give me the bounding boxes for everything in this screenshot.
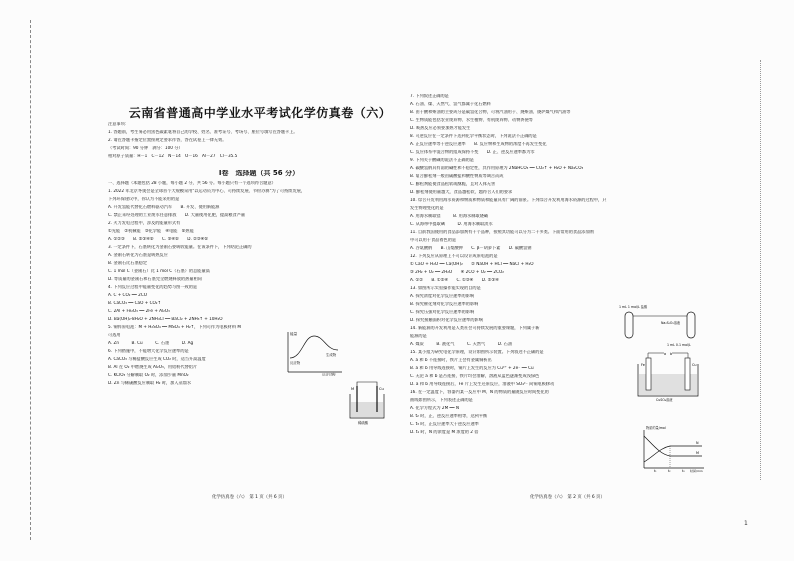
right-line: D. 膨松剂使用量越大，食品越松软，越符合人们的要求 — [410, 190, 513, 194]
binding-line — [30, 20, 31, 540]
mn-t1: t₁ — [654, 469, 657, 473]
left-line: 4. 下列反应过程中能量变化的趋势与图一致的是 — [108, 285, 198, 289]
exam-title: 云南省普通高中学业水平考试化学仿真卷（六） — [128, 106, 392, 120]
right-line: 12. 下列反应从原理上不可以设计成原电池的是 — [410, 254, 498, 258]
energy-x-label: 反应过程 — [322, 373, 336, 376]
left-line: 5. 铜锌原电池：M + H₂SO₄ ══ MSO₄ + H₂↑，下列可作为电极材料 M — [108, 325, 241, 329]
right-line: A. 化学方程式为 2M ══ N — [410, 406, 460, 410]
left-line: 可选用 — [108, 333, 121, 337]
right-line: 曲线如图所示，下列表述正确的是 — [410, 398, 473, 402]
right-line: C. t₃ 时，正反应速率大于逆反应速率 — [410, 422, 479, 426]
left-line: A. C + CO₂ ══ 2CO — [108, 293, 148, 297]
right-line: 10. 综合开发利用海水资源和物质和物质和能量具有广阔的前景。下列综合开发利用海水资源的过程中，只 — [410, 198, 607, 202]
right-line: A. 谷氨酸钠 B. 山梨酸钾 C. β－胡萝卜素 D. 碳酸氢钠 — [410, 246, 532, 250]
mn-t3: t₃ — [682, 469, 685, 473]
energy-y-label: 能量 — [290, 332, 298, 336]
left-line: D. 等质量的金刚石和石墨完全燃烧释放的热量相同 — [108, 277, 202, 281]
right-line: C. 从海带中提取碘 D. 用海水制取淡水 — [410, 222, 493, 226]
right-line: B. 由于酸和柴油的主要成分是碳氢化合物，可将汽油用于、烧柴油、烧炉煤气和汽油等 — [410, 110, 571, 114]
right-line: 8. 可逆反应在一定条件下达到化学平衡状态时，下列说法不正确的是 — [410, 134, 537, 138]
right-line: D. 探究接触面积对化学反应速率的影响 — [410, 318, 483, 322]
left-line: 1. 答题前，考生务必用黑色碳素笔将自己的学校、姓名、准考证号、考场号、座位号填写在答题卡上。 — [108, 130, 298, 134]
mn-n-label: N — [696, 441, 699, 445]
left-line: 下列环保建议中，你认为不能采用的是 — [108, 197, 180, 201]
energy-reactant-label: 反应物 — [290, 361, 301, 365]
left-line: A. Zn B. Cu C. 石墨 D. Ag — [108, 341, 194, 345]
right-line: C. 无论 a 和 b 是否连接，铁片均会溶解，溶液从蓝色逐渐变成浅绿色 — [410, 374, 540, 378]
left-line: 2. 请在答题卡指定位置按规定要求作答，答在试卷上一律无效。 — [108, 138, 227, 142]
left-line: 1. 2022 年北京冬奥会是全球首个大规模采用"以运动员为中心、可持续发展、节俭办赛"为了可持续发展， — [108, 189, 306, 193]
left-line: 一、选择题（本题包括 28 小题，每小题 2 分，共 56 分。每小题只有一个选项符合题意） — [108, 181, 276, 185]
right-line: B. 探究催化剂对化学反应速率的影响 — [410, 302, 479, 306]
left-line: D. Zn 与稀硫酸反应制取 H₂ 时，加入蒸馏水 — [108, 381, 192, 385]
right-line: A. 用海水制取镁 B. 用海水制取烧碱 — [410, 214, 488, 218]
right-line: A. ①② B. ①②④ C. ①③④ D. ②③④ — [410, 278, 499, 282]
cell-diagram — [342, 380, 392, 426]
left-line: 注意事项： — [108, 122, 129, 126]
left-line: D. Ba(OH)₂·8H₂O + 2NH₄Cl ══ BaCl₂ + 2NH₃↑ + 10H₂O — [108, 317, 223, 321]
electro-a-label: a — [664, 352, 667, 356]
right-line: A. 碳酸氢钠具有弱的碱性和不稳定性，其作用原理为 2NaHCO₃ ══ CO₂↑ + H₂O + Na₂CO₃ — [410, 166, 584, 170]
left-line: （考试时间：90 分钟 满分：100 分） — [108, 146, 183, 150]
right-line: 11. 目前我国使用的食品添加剂有十个品种，按照其功能可以分为二十多类。下面常用的食品添加剂 — [410, 230, 594, 234]
left-line: C. 2Al + Fe₂O₃ ══ 2Fe + Al₂O₃ — [108, 309, 170, 313]
mn-graph — [636, 424, 708, 474]
electro-fe-label: Fe — [641, 363, 645, 367]
tubes-mid-label: Na₂S₂O₃溶液 — [661, 321, 681, 325]
mn-m-label: M — [696, 451, 699, 455]
right-line: 14. 新能源的开发利用是人类社会可持续发展的重要课题，下列属于新 — [410, 326, 540, 330]
tubes-left-label: 1 mL 1 mol/L 盐酸 — [619, 305, 648, 309]
right-line: 15. 某小组为研究电化学原理，设计如图所示装置。下列叙述不正确的是 — [410, 350, 544, 354]
left-line: C. 1 mol C（金刚石）比 1 mol C（石墨）的总能量高 — [108, 269, 210, 273]
mn-y-label: 物质的量/mol — [646, 426, 666, 430]
left-line: A. 开发氢能代替化石燃料驱动汽车 B. 开发、使用新能源 — [108, 205, 220, 209]
right-line: 16. 在一定温度下，容器内某一反应中 M、N 的物质的量随反应时间变化的 — [410, 390, 549, 394]
right-line: 13. 如图所示实验操作能实现的目的是 — [410, 286, 481, 290]
cell-left-label: M — [351, 387, 355, 391]
right-line: A. 煤炭 B. 液化气 C. 天然气 D. 石油 — [410, 342, 513, 346]
page-number: 1 — [744, 520, 748, 527]
right-line: A. 石油、煤、天然气、氢气都属于化石燃料 — [410, 102, 491, 106]
mn-t2: t₂ — [668, 469, 671, 473]
left-line: C. 禁止未经处理的工业废水任意排放 D. 大量使用化肥，提高粮食产量 — [108, 213, 246, 217]
electro-b-label: b — [670, 352, 673, 356]
electro-cu-label: Cu — [692, 363, 697, 367]
right-line: B. t₂ 时，正、逆反应速率相等，达到平衡 — [410, 414, 488, 418]
right-line: ① CaO + H₂O ══ Ca(OH)₂ ② NaOH + HCl ══ NaCl + H₂O — [410, 262, 534, 266]
right-line: C. 反应体系中混合物的组成保持不变 D. 正、逆反应速率都为零 — [410, 150, 535, 154]
right-line: C. 膨松剂能使食品松软或酥脆，且对人体无害 — [410, 182, 496, 186]
tubes-diagram — [617, 302, 709, 348]
left-line: ①光能 ②机械能 ③化学能 ④电能 ⑤热能 — [108, 229, 194, 233]
right-line: A. 探究浓度对化学反应速率的影响 — [410, 294, 475, 298]
left-line: A. 金刚石转化为石墨是吸热反应 — [108, 253, 168, 257]
cell-bottom-label: 稀硫酸 — [358, 421, 369, 425]
left-line: A. CaCO₃ 与稀盐酸反应生成 CO₂ 时，适当升高温度 — [108, 357, 206, 361]
left-line: 3. 一定条件下，石墨转化为金刚石要吸收能量。在该条件下，下列结论正确的 — [108, 245, 252, 249]
right-line: 中可以用于食品着色的是 — [410, 238, 457, 242]
right-line: 能源的是 — [410, 334, 427, 338]
tubes-right-label: 1 mL 0.1 mol/L — [667, 343, 691, 347]
left-line: 相对原子质量：H－1 C－12 N－14 O－16 Al－27 Cl－35.5 — [108, 154, 238, 158]
right-line: 7. 下列叙述正确的是 — [410, 94, 449, 98]
right-line: D. 吸热反应必须要加热才能发生 — [410, 126, 471, 130]
left-line: A. ①②③ B. ②③④⑤ C. ③④⑤ D. ②③④⑤ — [108, 237, 209, 241]
right-line: A. a 和 b 不连接时，铁片上会有金属铜析出 — [410, 358, 492, 362]
right-line: ③ 2H₂ + O₂ ══ 2H₂O ④ 2CO + O₂ ══ 2CO₂ — [410, 270, 504, 274]
right-line: D. t₁ 时，N 的浓度是 M 浓度的 2 倍 — [410, 430, 479, 434]
right-line: 发生物理变化的是 — [410, 206, 444, 210]
right-line: C. 探究压强对化学反应速率的影响 — [410, 310, 475, 314]
electro-solution-label: CuSO₄溶液 — [656, 398, 673, 402]
cell-right-label: Cu — [379, 387, 384, 391]
left-column — [108, 122, 410, 389]
left-line: Ⅰ卷 选择题（共 56 分） — [218, 170, 300, 177]
left-line: C. KClO₃ 分解制取 O₂ 时，添加少量 MnO₂ — [108, 373, 189, 377]
right-line: C. 生物质能包括农业废弃物、水生植物、有机废弃物、动物粪便等 — [410, 118, 533, 122]
right-line: B. 复合膨松剂一般由碳酸盐和酸性物质等调合而成 — [410, 174, 504, 178]
left-line: 6. 下列措施中，不能增大化学反应速率的是 — [108, 349, 189, 353]
right-line: 9. 下列关于酸碱的说法不正确的是 — [410, 158, 474, 162]
left-line — [108, 162, 410, 170]
energy-product-label: 生成物 — [326, 353, 337, 357]
footer-right: 化学仿真卷（六） 第 2 页（共 6 页） — [530, 495, 605, 500]
left-line: 2. 火力发电过程中，涉及的能量形式有 — [108, 221, 181, 225]
footer-left: 化学仿真卷（六） 第 1 页（共 6 页） — [212, 495, 287, 500]
electro-diagram — [628, 350, 708, 402]
right-line: A. 正反应速率等于逆反应速率 B. 反应物和生成物的浓度不再发生变化 — [410, 142, 547, 146]
right-line: B. a 和 b 用导线连接时，铜片上发生的反应为 Cu²⁺ + 2e⁻ ══ Cu — [410, 366, 534, 370]
margin-dots — [760, 60, 763, 480]
right-line: D. a 和 b 用导线连接后，Fe 片上发生还原反应，溶液中 SO₄²⁻ 向铜电极移动 — [410, 382, 555, 386]
left-line: B. 金刚石比石墨稳定 — [108, 261, 148, 265]
energy-diagram — [282, 328, 344, 376]
mn-x-label: 时间/min — [690, 469, 703, 473]
left-line: B. Al 在 O₂ 中燃烧生成 Al₂O₃，用铝粉代替铝片 — [108, 365, 198, 369]
left-line: B. CaCO₃ ══ CaO + CO₂↑ — [108, 301, 161, 305]
